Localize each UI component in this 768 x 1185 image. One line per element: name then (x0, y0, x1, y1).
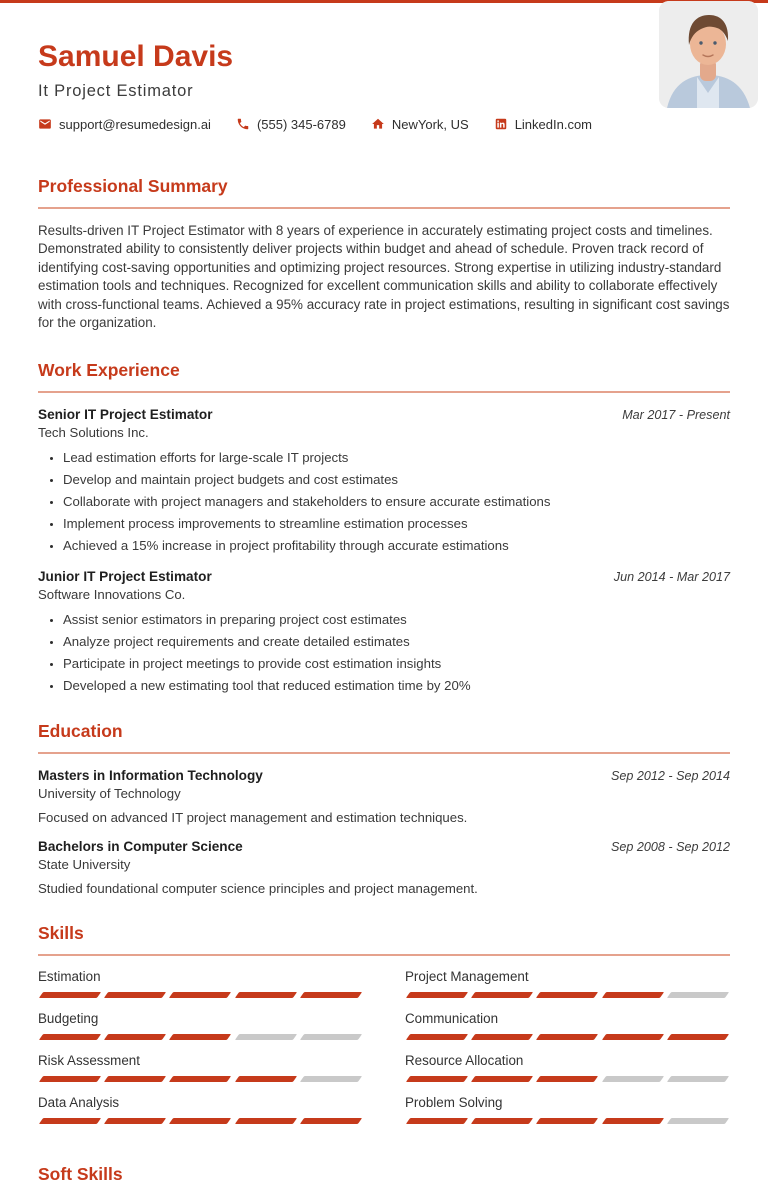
skill-bar-segment-filled (169, 1118, 231, 1124)
section-heading-skills: Skills (38, 923, 84, 944)
skill-bar-segment-filled (104, 992, 166, 998)
education-dates: Sep 2008 - Sep 2012 (610, 840, 730, 855)
skill-bar-segment-filled (235, 1118, 297, 1124)
skill-bar-segment-filled (406, 1118, 468, 1124)
skill-bar-segment-filled (39, 1034, 101, 1040)
skill-bar (38, 992, 363, 998)
linkedin-icon (494, 117, 508, 131)
job-dates: Jun 2014 - Mar 2017 (613, 569, 730, 584)
section-heading-experience: Work Experience (38, 359, 180, 380)
skill-label: Estimation (38, 969, 101, 985)
skill-bar-segment-empty (300, 1076, 362, 1082)
school-name: University of Technology (38, 786, 181, 802)
contact-linkedin-text: LinkedIn.com (514, 116, 593, 132)
job-entry (38, 407, 730, 555)
phone-icon (236, 117, 250, 131)
job-title: Junior IT Project Estimator (38, 568, 212, 584)
skill-bar-segment-filled (104, 1118, 166, 1124)
contact-email[interactable] (38, 117, 211, 132)
skill-bar-segment-filled (300, 992, 362, 998)
skill-bar-segment-filled (39, 992, 101, 998)
job-company: Software Innovations Co. (38, 586, 186, 602)
skill-bar-segment-filled (169, 1076, 231, 1082)
bullet-item: • Implement process improvements to streamline estimation processes (63, 515, 730, 533)
section-divider (38, 391, 730, 393)
skill-bar-segment-filled (406, 992, 468, 998)
skill-label: Resource Allocation (405, 1053, 524, 1069)
skill-label: Budgeting (38, 1011, 99, 1027)
skill-bar-segment-filled (235, 1076, 297, 1082)
skill-bar-segment-empty (300, 1034, 362, 1040)
bullet-item: • Assist senior estimators in preparing project cost estimates (63, 611, 730, 629)
skill-bar-segment-filled (602, 992, 664, 998)
skill-label: Communication (405, 1011, 499, 1027)
job-bullet-list (38, 449, 730, 555)
education-entry (38, 839, 730, 896)
bullet-item: • Collaborate with project managers and stakeholders to ensure accurate estimations (63, 493, 730, 511)
section-heading-education: Education (38, 721, 123, 742)
skill-bar-segment-filled (104, 1034, 166, 1040)
skill-bar (405, 1076, 730, 1082)
skill-bar-segment-empty (235, 1034, 297, 1040)
skill-bar-segment-empty (667, 1076, 729, 1082)
skill-bar-segment-filled (169, 1034, 231, 1040)
contact-row (38, 117, 730, 132)
education-description: Studied foundational computer science principles and project management. (38, 881, 478, 897)
section-skills (38, 923, 730, 1137)
profile-photo (659, 1, 758, 108)
skill-bar (405, 1034, 730, 1040)
job-title: Senior IT Project Estimator (38, 406, 213, 422)
job-company: Tech Solutions Inc. (38, 424, 149, 440)
job-bullet-list (38, 611, 730, 695)
skill-bar-segment-filled (169, 992, 231, 998)
skill-label: Problem Solving (405, 1095, 503, 1111)
skill-bar (38, 1118, 363, 1124)
candidate-job-title: It Project Estimator (38, 81, 194, 100)
section-work-experience (38, 360, 730, 694)
skill-bar-segment-filled (406, 1034, 468, 1040)
skill-bar-segment-filled (536, 1034, 598, 1040)
section-heading-summary: Professional Summary (38, 175, 228, 196)
section-divider (38, 954, 730, 956)
skill-bar (405, 1118, 730, 1124)
section-divider (38, 207, 730, 209)
contact-linkedin[interactable] (494, 117, 592, 132)
skill-entry (38, 1011, 363, 1040)
skill-entry (405, 1095, 730, 1124)
bullet-item: • Achieved a 15% increase in project profitability through accurate estimations (63, 537, 730, 555)
skill-bar-segment-empty (602, 1076, 664, 1082)
bullet-item: • Develop and maintain project budgets and cost estimates (63, 471, 730, 489)
bullet-item: • Participate in project meetings to provide cost estimation insights (63, 655, 730, 673)
summary-text: Results-driven IT Project Estimator with 8 years of experience in accurately estimating project costs and timelines. Demonstrated ability to consistently deliver projects within budget and ahead of schedule. Proven track record of identifying cost-saving opportunities and optimizing project resources. Strong expertise in utilizing industry-standard estimation tools and techniques. Recognized for excellent communication skills and ability to collaborate effectively with cross-functional teams. Achieved a 95% accuracy rate in project estimations, resulting in significant cost savings for the organization. (38, 222, 730, 331)
education-entry (38, 768, 730, 825)
job-entry (38, 569, 730, 695)
skill-bar-segment-filled (667, 1034, 729, 1040)
bullet-item: • Lead estimation efforts for large-scale IT projects (63, 449, 730, 467)
education-description: Focused on advanced IT project management and estimation techniques. (38, 810, 468, 826)
skill-bar-segment-filled (602, 1034, 664, 1040)
skill-bar-segment-filled (235, 992, 297, 998)
skill-bar-segment-filled (536, 1076, 598, 1082)
section-education (38, 721, 730, 896)
skill-label: Risk Assessment (38, 1053, 140, 1069)
section-divider (38, 752, 730, 754)
skill-label: Project Management (405, 969, 529, 985)
degree-title: Bachelors in Computer Science (38, 839, 243, 855)
skill-bar-segment-filled (104, 1076, 166, 1082)
skill-bar-segment-filled (536, 992, 598, 998)
skill-bar-segment-filled (471, 1118, 533, 1124)
skill-bar-segment-filled (471, 1076, 533, 1082)
contact-email-text: support@resumedesign.ai (59, 116, 211, 132)
school-name: State University (38, 857, 131, 873)
skill-entry (38, 969, 363, 998)
section-professional-summary (38, 176, 730, 333)
section-heading-soft-skills: Soft Skills (38, 1164, 123, 1185)
bullet-item: • Developed a new estimating tool that reduced estimation time by 20% (63, 677, 730, 695)
skill-entry (405, 1011, 730, 1040)
skill-bar (38, 1034, 363, 1040)
skill-bar (405, 992, 730, 998)
skill-bar-segment-filled (536, 1118, 598, 1124)
contact-phone[interactable] (236, 117, 346, 132)
job-dates: Mar 2017 - Present (622, 407, 730, 422)
skills-grid (38, 969, 730, 1137)
skill-bar-segment-filled (471, 1034, 533, 1040)
skill-entry (405, 969, 730, 998)
header (38, 41, 730, 132)
skill-label: Data Analysis (38, 1095, 120, 1111)
contact-phone-text: (555) 345-6789 (256, 116, 346, 132)
skill-bar-segment-filled (602, 1118, 664, 1124)
contact-location (371, 117, 469, 132)
bullet-item: • Analyze project requirements and create detailed estimates (63, 633, 730, 651)
candidate-name: Samuel Davis (38, 40, 234, 73)
home-icon (371, 117, 385, 131)
skill-bar-segment-filled (39, 1118, 101, 1124)
skill-bar-segment-filled (406, 1076, 468, 1082)
degree-title: Masters in Information Technology (38, 768, 263, 784)
skill-bar (38, 1076, 363, 1082)
skill-entry (38, 1095, 363, 1124)
contact-location-text: NewYork, US (391, 116, 469, 132)
skill-bar-segment-empty (667, 992, 729, 998)
skill-bar-segment-filled (471, 992, 533, 998)
skill-bar-segment-empty (667, 1118, 729, 1124)
section-soft-skills (38, 1164, 730, 1185)
education-dates: Sep 2012 - Sep 2014 (610, 769, 730, 784)
skill-bar-segment-filled (300, 1118, 362, 1124)
email-icon (38, 117, 52, 131)
skill-bar-segment-filled (39, 1076, 101, 1082)
